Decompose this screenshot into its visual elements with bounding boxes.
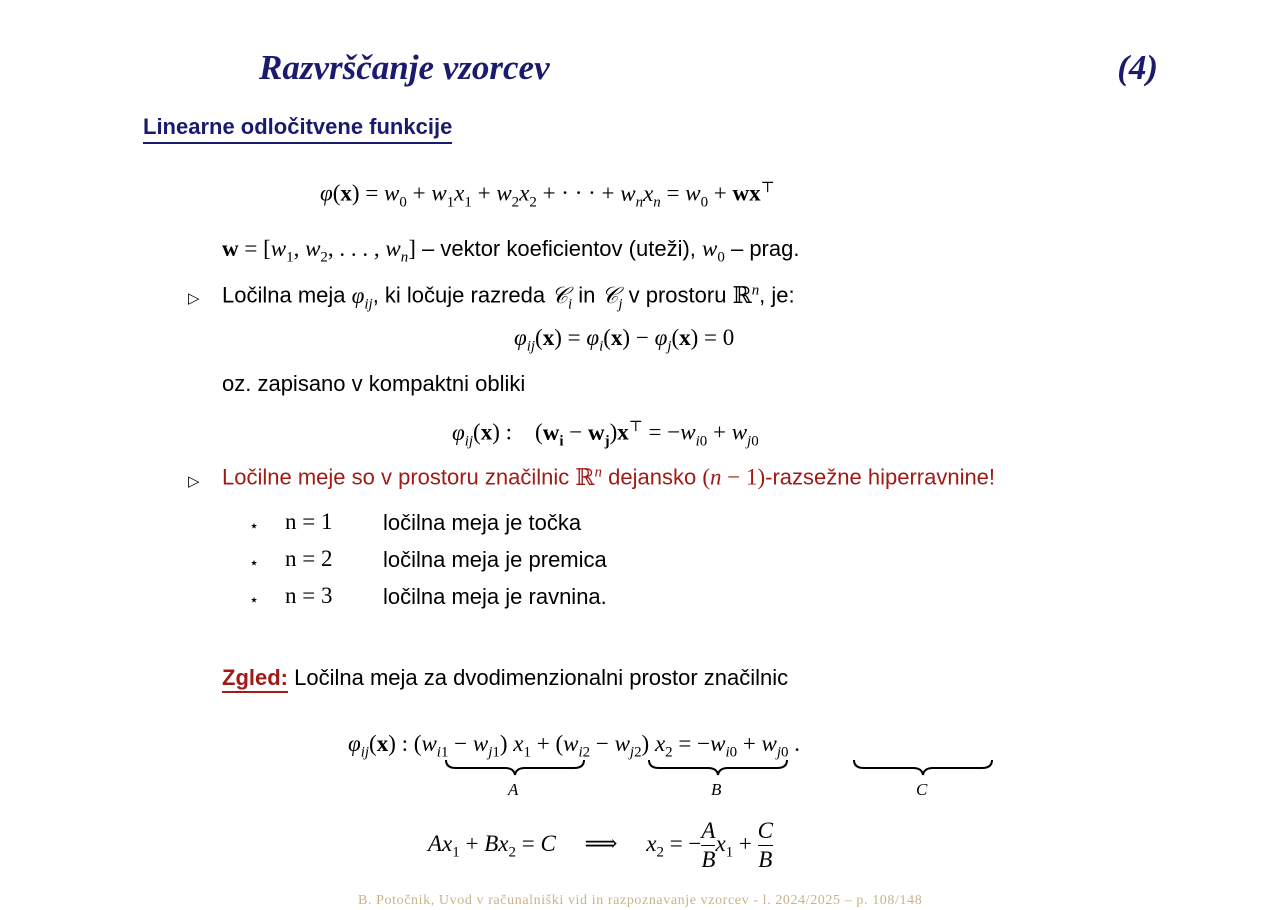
- slide-title: Razvrščanje vzorcev: [259, 48, 550, 87]
- brace-label-a: A: [508, 780, 519, 799]
- case-n: n = 1: [285, 509, 333, 534]
- equation-linear-function: $\varphi(x) = w_0 + w_1x_1 + w_2x_2$ + · · · + $w_nx_n = w_0 + wx^⊤$: [320, 180, 775, 211]
- case-text: ločilna meja je točka: [383, 510, 582, 535]
- star-bullet-icon: ⋆: [249, 555, 260, 572]
- example-text: Ločilna meja za dvodimenzionalni prostor značilnic: [294, 665, 789, 690]
- underbrace-a: [446, 760, 584, 775]
- bullet1-text-a: Ločilna meja: [222, 282, 346, 308]
- triangle-bullet-icon: ▷: [188, 290, 200, 307]
- triangle-bullet-icon: ▷: [188, 473, 200, 490]
- weights-text: – vektor koeficientov (uteži),: [422, 236, 696, 261]
- weights-line: $w = [w_1$, $w_2$, . . . , $w_n$] – vektor koeficientov (uteži), $w_0$ – prag.: [222, 236, 800, 266]
- bullet-boundary: Ločilna meja $\varphi_{ij}$, ki ločuje razreda 𝒞$_i$ in 𝒞$_j$ v prostoru ℝ$^n$, je:: [222, 282, 795, 313]
- brace-label-b: B: [711, 780, 722, 799]
- equation-compact: $\varphi_{ij}(x)$ : $(w_i - w_j)x^⊤ = -w_{i0} + w_{j0}$: [452, 419, 759, 450]
- bullet1-text-c: in: [578, 282, 596, 308]
- bullet2-text-c: -razsežne hiperravnine!: [765, 464, 996, 490]
- slide-number: (4): [1117, 48, 1158, 87]
- equation-boundary: $\varphi_{ij}(x) = \varphi_i(x) - \varphi_j(x) = 0$: [514, 325, 735, 355]
- bullet2-text-b: dejansko: [608, 464, 697, 490]
- underbrace-c: [854, 760, 992, 775]
- case-n: n = 3: [285, 583, 333, 608]
- underbrace-b: [649, 760, 787, 775]
- equation-2d-boundary: $\varphi_{ij}(x)$ : $(w_{i1} - w_{j1}) x_1 + (w_{i2} - w_{j2}) x_2 = -w_{i0} + w_{j0}$ .: [348, 731, 801, 761]
- bullet1-text-b: , ki ločuje razreda: [372, 282, 546, 308]
- equation-line-form: $Ax_1 + Bx_2 = C$ ⟹ $x_2$ = − $\frac{A}{B}$ $x_1$ + $\frac{C}{B}$: [428, 818, 773, 872]
- example-label: Zgled:: [222, 665, 288, 693]
- section-heading: Linearne odločitvene funkcije: [143, 114, 452, 144]
- compact-form-text: oz. zapisano v kompaktni obliki: [222, 371, 526, 396]
- star-bullet-icon: ⋆: [249, 518, 260, 535]
- case-n: n = 2: [285, 546, 333, 571]
- footer: B. Potočnik, Uvod v računalniški vid in razpoznavanje vzorcev - l. 2024/2025 – p. 108/148: [358, 893, 923, 908]
- bullet1-text-e: , je:: [759, 282, 795, 308]
- star-bullet-icon: ⋆: [249, 592, 260, 609]
- bias-text: – prag.: [730, 236, 800, 261]
- bullet-hyperplanes: Ločilne meje so v prostoru značilnic ℝ$^n$ dejansko (n − 1)-razsežne hiperravnine!: [222, 464, 996, 490]
- case-text: ločilna meja je ravnina.: [383, 584, 607, 609]
- bullet1-text-d: v prostoru: [628, 282, 727, 308]
- bullet2-text-a: Ločilne meje so v prostoru značilnic: [222, 464, 570, 490]
- case-text: ločilna meja je premica: [383, 547, 607, 572]
- brace-label-c: C: [916, 780, 928, 799]
